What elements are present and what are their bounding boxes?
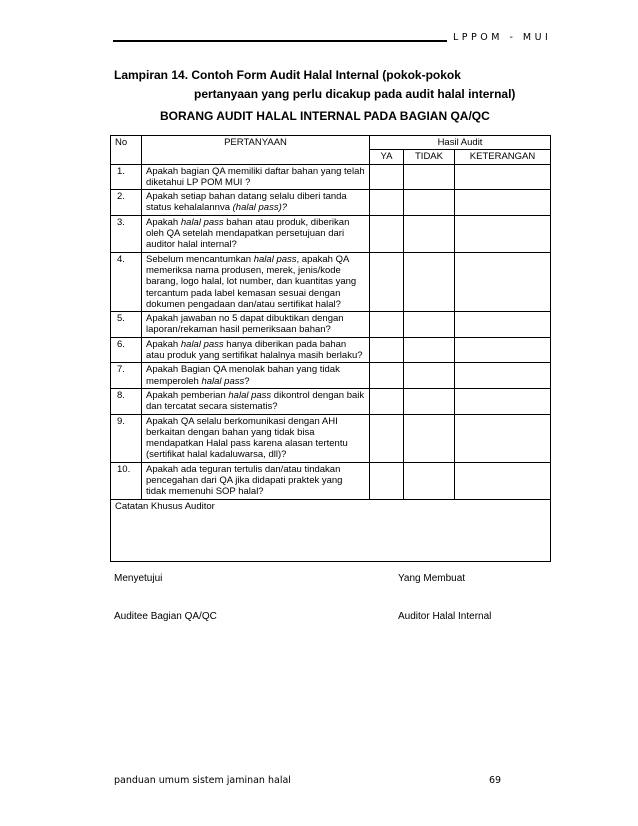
row-number: 1. (111, 164, 142, 190)
row-keterangan-cell[interactable] (455, 337, 551, 363)
row-ya-cell[interactable] (370, 363, 404, 389)
row-tidak-cell[interactable] (404, 462, 455, 499)
row-tidak-cell[interactable] (404, 252, 455, 311)
row-number: 2. (111, 190, 142, 216)
row-tidak-cell[interactable] (404, 164, 455, 190)
row-question: Apakah setiap bahan datang selalu diberi tanda status kehalalannva (halal pass)? (142, 190, 370, 216)
notes-label: Catatan Khusus Auditor (115, 500, 215, 512)
row-number: 9. (111, 414, 142, 462)
row-question: Sebelum mencantumkan halal pass, apakah QA memeriksa nama produsen, merek, jenis/kode barang, logo halal, lot number, dan kuantitas yang tercantum pada label kemasan sesuai dengan dokumen pengadaan dan/atau sertifikat halal? (142, 252, 370, 311)
table-row (111, 252, 551, 311)
row-keterangan-cell[interactable] (455, 363, 551, 389)
sign-auditor-label: Auditor Halal Internal (398, 611, 492, 622)
row-number: 7. (111, 363, 142, 389)
notes-cell[interactable] (111, 499, 551, 561)
row-number: 5. (111, 312, 142, 338)
footer-text: panduan umum sistem jaminan halal (114, 775, 291, 786)
row-ya-cell[interactable] (370, 190, 404, 216)
row-keterangan-cell[interactable] (455, 215, 551, 252)
lampiran-title (114, 66, 515, 104)
audit-table (110, 135, 551, 562)
header-text: LPPOM - MUI (453, 32, 552, 43)
row-number: 4. (111, 252, 142, 311)
lampiran-line-2: pertanyaan yang perlu dicakup pada audit halal internal) (194, 87, 516, 101)
row-ya-cell[interactable] (370, 164, 404, 190)
row-question: Apakah pemberian halal pass dikontrol dengan baik dan tercatat secara sistematis? (142, 388, 370, 414)
row-tidak-cell[interactable] (404, 363, 455, 389)
row-question: Apakah jawaban no 5 dapat dibuktikan dengan laporan/rekaman hasil pemeriksaan bahan? (142, 312, 370, 338)
header-keterangan: KETERANGAN (455, 150, 551, 164)
row-question: Apakah halal pass hanya diberikan pada bahan atau produk yang sertifikat halalnya masih berlaku? (142, 337, 370, 363)
header-ya: YA (370, 150, 404, 164)
row-question: Apakah halal pass bahan atau produk, diberikan oleh QA setelah mendapatkan persetujuan dari auditor halal internal? (142, 215, 370, 252)
row-number: 3. (111, 215, 142, 252)
row-ya-cell[interactable] (370, 312, 404, 338)
header-question: PERTANYAAN (142, 136, 370, 165)
row-keterangan-cell[interactable] (455, 462, 551, 499)
table-row (111, 414, 551, 462)
row-ya-cell[interactable] (370, 388, 404, 414)
row-tidak-cell[interactable] (404, 215, 455, 252)
form-title: BORANG AUDIT HALAL INTERNAL PADA BAGIAN QA/QC (160, 109, 490, 123)
row-keterangan-cell[interactable] (455, 252, 551, 311)
table-row (111, 337, 551, 363)
sign-auditee-label: Auditee Bagian QA/QC (114, 611, 217, 622)
row-tidak-cell[interactable] (404, 312, 455, 338)
sign-approve-label: Menyetujui (114, 573, 163, 584)
row-question: Apakah bagian QA memiliki daftar bahan yang telah diketahui LP POM MUI ? (142, 164, 370, 190)
row-ya-cell[interactable] (370, 215, 404, 252)
row-tidak-cell[interactable] (404, 190, 455, 216)
row-keterangan-cell[interactable] (455, 164, 551, 190)
row-keterangan-cell[interactable] (455, 312, 551, 338)
header-tidak: TIDAK (404, 150, 455, 164)
row-question: Apakah QA selalu berkomunikasi dengan AHI berkaitan dengan bahan yang tidak bisa mendapatkan Halal pass karena alasan tertentu (sertifikat halal kadaluwarsa, dll)? (142, 414, 370, 462)
row-number: 6. (111, 337, 142, 363)
row-number: 8. (111, 388, 142, 414)
row-question: Apakah ada teguran tertulis dan/atau tindakan pencegahan dari QA jika didapati praktek yang tidak memenuhi SOP halal? (142, 462, 370, 499)
table-row (111, 215, 551, 252)
table-row (111, 363, 551, 389)
page-number: 69 (489, 775, 502, 786)
row-tidak-cell[interactable] (404, 414, 455, 462)
header-result: Hasil Audit (370, 136, 551, 150)
sign-maker-label: Yang Membuat (398, 573, 466, 584)
row-number: 10. (111, 462, 142, 499)
table-row (111, 312, 551, 338)
lampiran-line-1: Lampiran 14. Contoh Form Audit Halal Internal (pokok-pokok (114, 68, 461, 82)
table-row (111, 462, 551, 499)
row-ya-cell[interactable] (370, 252, 404, 311)
header-no: No (111, 136, 142, 165)
table-row (111, 164, 551, 190)
table-row (111, 190, 551, 216)
row-tidak-cell[interactable] (404, 337, 455, 363)
row-ya-cell[interactable] (370, 414, 404, 462)
row-ya-cell[interactable] (370, 337, 404, 363)
row-question: Apakah Bagian QA menolak bahan yang tidak memperoleh halal pass? (142, 363, 370, 389)
row-keterangan-cell[interactable] (455, 388, 551, 414)
row-keterangan-cell[interactable] (455, 190, 551, 216)
row-keterangan-cell[interactable] (455, 414, 551, 462)
header-rule (113, 40, 447, 42)
row-ya-cell[interactable] (370, 462, 404, 499)
row-tidak-cell[interactable] (404, 388, 455, 414)
table-row (111, 388, 551, 414)
